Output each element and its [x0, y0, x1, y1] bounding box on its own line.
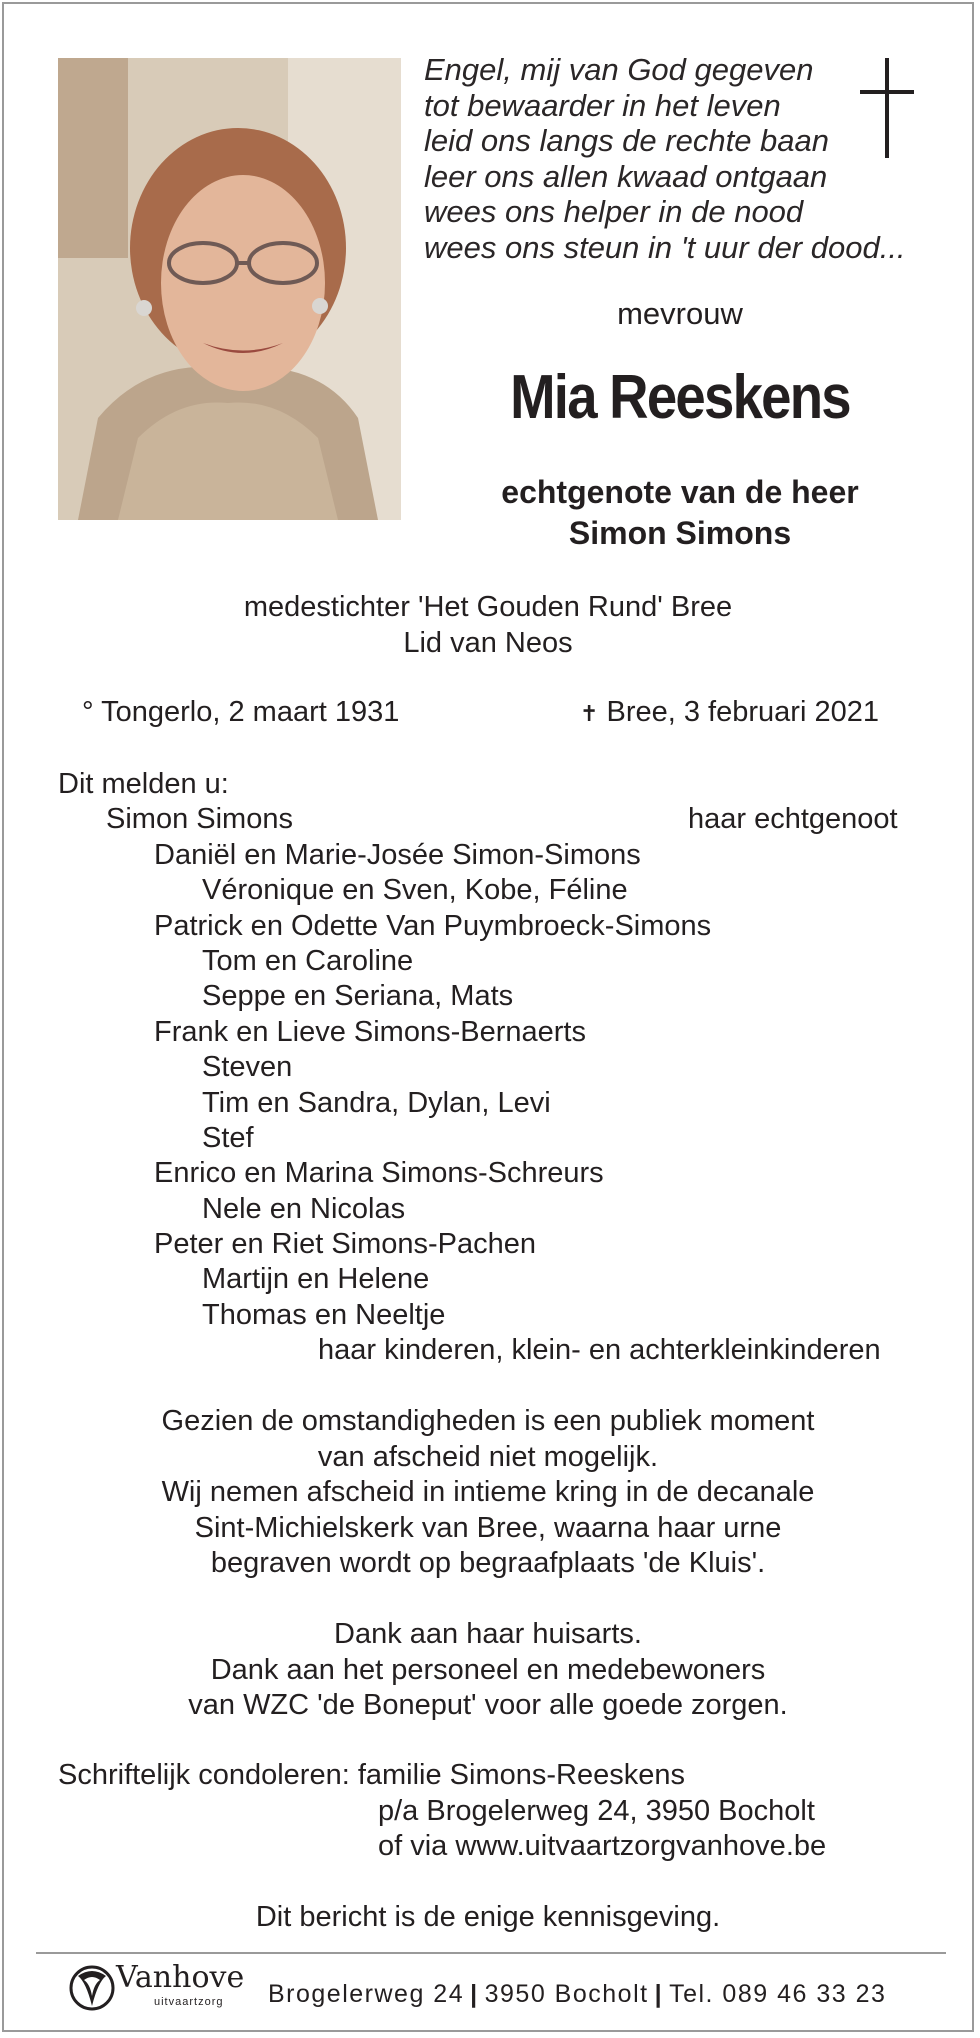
thanks-line: van WZC 'de Boneput' voor alle goede zorgen.	[188, 1689, 788, 1721]
spouse-info	[420, 472, 940, 554]
family-row: Enrico en Marina Simons-Schreurs	[154, 1157, 604, 1190]
family-row: Stef	[202, 1121, 254, 1154]
family-row: Frank en Lieve Simons-Bernaerts	[154, 1015, 586, 1048]
salutation: mevrouw	[617, 296, 743, 331]
thanks	[0, 1617, 976, 1724]
ceremony-notice	[0, 1404, 976, 1582]
brand-name: Vanhove	[116, 1960, 245, 1995]
family-row: Martijn en Helene	[202, 1263, 430, 1296]
family-row	[58, 802, 958, 837]
family-row: Steven	[202, 1051, 293, 1084]
notice-line: van afscheid niet mogelijk.	[317, 1440, 659, 1473]
thanks-line: Dank aan het personeel en medebewoners	[210, 1653, 766, 1686]
footer-contact	[268, 1980, 886, 2009]
spouse-line-2: Simon Simons	[568, 515, 792, 551]
poem-line: Engel, mij van God gegeven	[424, 52, 814, 87]
final-note: Dit bericht is de enige kennisgeving.	[255, 1901, 721, 1933]
roles	[0, 590, 976, 661]
family-row: Peter en Riet Simons-Pachen	[154, 1228, 537, 1261]
cross-small-icon: ✝	[580, 701, 599, 726]
deceased-name: Mia Reeskens	[510, 363, 850, 432]
footer-city: 3950 Bocholt	[484, 1980, 649, 2008]
birth-date: ° Tongerlo, 2 maart 1931	[82, 696, 400, 728]
cross-icon	[858, 58, 918, 158]
family-row: Nele en Nicolas	[202, 1192, 406, 1225]
notice-line: begraven wordt op begraafplaats 'de Kluis'.	[210, 1547, 766, 1579]
poem-line: wees ons steun in 't uur der dood...	[424, 229, 906, 265]
footer-address: Brogelerweg 24	[268, 1980, 465, 2008]
condolences-address: p/a Brogelerweg 24, 3950 Bocholt	[378, 1794, 815, 1827]
notice-line: Sint-Michielskerk van Bree, waarna haar urne	[194, 1511, 782, 1544]
condolences-web: of via www.uitvaartzorgvanhove.be	[378, 1830, 827, 1862]
family-row: Daniël en Marie-Josée Simon-Simons	[154, 838, 641, 871]
family-row: Tom en Caroline	[202, 944, 414, 977]
condolences-label: Schriftelijk condoleren: familie Simons-Reeskens	[58, 1759, 685, 1791]
family-row: Patrick en Odette Van Puymbroeck-Simons	[154, 909, 712, 942]
poem-line: wees ons helper in de nood	[424, 194, 804, 229]
notice-line: Wij nemen afscheid in intieme kring in de decanale	[161, 1476, 815, 1508]
death-date	[580, 696, 879, 729]
role-line-2: Lid van Neos	[403, 626, 573, 659]
vanhove-logo-icon	[68, 1962, 116, 2014]
notice-line: Gezien de omstandigheden is een publiek moment	[161, 1405, 815, 1437]
husband-name: Simon Simons	[106, 803, 293, 836]
condolences	[58, 1758, 826, 1865]
family-row: Véronique en Sven, Kobe, Féline	[202, 874, 628, 907]
family-closing: haar kinderen, klein- en achterkleinkinderen	[318, 1334, 881, 1367]
brand-subtitle: uitvaartzorg	[154, 1996, 224, 2008]
footer-phone: Tel. 089 46 33 23	[669, 1980, 887, 2008]
poem	[424, 52, 924, 265]
role-line-1: medestichter 'Het Gouden Rund' Bree	[243, 591, 733, 623]
family-row: Seppe en Seriana, Mats	[202, 980, 514, 1013]
portrait-photo	[58, 58, 401, 520]
footer-separator: |	[654, 1980, 664, 2008]
husband-role: haar echtgenoot	[688, 803, 898, 836]
family-list	[58, 767, 958, 1369]
spouse-line-1: echtgenote van de heer	[501, 474, 859, 510]
family-intro: Dit melden u:	[58, 768, 229, 800]
family-row: Thomas en Neeltje	[202, 1298, 446, 1331]
family-row: Tim en Sandra, Dylan, Levi	[202, 1086, 551, 1119]
death-date-text: Bree, 3 februari 2021	[606, 696, 879, 728]
footer-divider	[36, 1952, 946, 1954]
poem-line: leid ons langs de rechte baan	[424, 123, 830, 158]
footer-separator: |	[470, 1980, 479, 2008]
poem-line: tot bewaarder in het leven	[424, 87, 781, 123]
poem-line: leer ons allen kwaad ontgaan	[424, 158, 828, 194]
thanks-line: Dank aan haar huisarts.	[334, 1618, 642, 1650]
